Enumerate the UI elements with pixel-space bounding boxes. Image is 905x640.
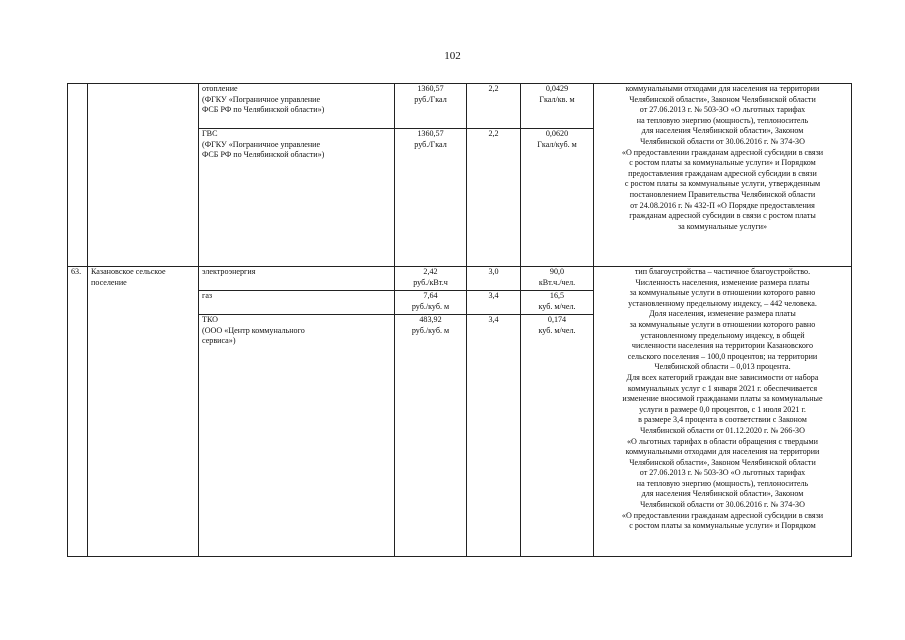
service-rate: 2,2 bbox=[467, 129, 521, 267]
service-norm: 0,174 куб. м/чел. bbox=[521, 315, 594, 557]
service-name: отопление (ФГКУ «Пограничное управление ФСБ РФ по Челябинской области») bbox=[199, 84, 395, 129]
service-tariff: 1360,57 руб./Гкал bbox=[395, 129, 467, 267]
note-text: тип благоустройства – частичное благоустройство. Численность населения, изменение размера платы за коммунальные услуги в отношении которого равно установленному предельному индексу, – 442 человека. Доля населения, изменение размера платы за коммунальные услуги в отношении которого равно установленному предельному индексу, в общей численности населения на территории Казановского сельского поселения – 100,0 процентов; на территории Челябинской области – 0,013 процента. Для всех категорий граждан вне зависимости от набора коммунальных услуг с 1 января 2021 г. обеспечивается изменение вносимой гражданами платы за коммунальные услуги в размере 0,0 процентов, с 1 июля 2021 г. в размере 3,4 процента в соответствии с Законом Челябинской области от 01.12.2020 г. № 266-ЗО «О льготных тарифах в области обращения с твердыми коммунальными отходами для населения на территории Челябинской области», Законом Челябинской области от 27.06.2013 г. № 503-ЗО «О льготных тарифах на тепловую энергию (мощность), теплоноситель для населения Челябинской области», Законом Челябинской области от 30.06.2016 г. № 374-ЗО «О предоставлении гражданам адресной субсидии в связи с ростом платы за коммунальные услуги» и Порядком bbox=[594, 267, 852, 557]
service-norm: 0,0429 Гкал/кв. м bbox=[521, 84, 594, 129]
service-rate: 2,2 bbox=[467, 84, 521, 129]
service-rate: 3,0 bbox=[467, 267, 521, 291]
service-name: ГВС (ФГКУ «Пограничное управление ФСБ РФ по Челябинской области») bbox=[199, 129, 395, 267]
service-tariff: 2,42 руб./кВт.ч bbox=[395, 267, 467, 291]
row-number: 63. bbox=[68, 267, 88, 557]
service-norm: 90,0 кВт.ч./чел. bbox=[521, 267, 594, 291]
service-name: электроэнергия bbox=[199, 267, 395, 291]
tariff-table bbox=[67, 83, 852, 557]
settlement-name: Казановское сельское поселение bbox=[88, 267, 199, 557]
service-norm: 0,0620 Гкал/куб. м bbox=[521, 129, 594, 267]
service-tariff: 1360,57 руб./Гкал bbox=[395, 84, 467, 129]
table-row bbox=[68, 84, 852, 129]
service-tariff: 483,92 руб./куб. м bbox=[395, 315, 467, 557]
note-text: коммунальными отходами для населения на территории Челябинской области», Законом Челябинской области от 27.06.2013 г. № 503-ЗО «О льготных тарифах на тепловую энергию (мощность), теплоноситель для населения Челябинской области», Законом Челябинской области от 30.06.2016 г. № 374-ЗО «О предоставлении гражданам адресной субсидии в связи с ростом платы за коммунальные услуги» и Порядком предоставления гражданам адресной субсидии в связи с ростом платы за коммунальные услуги, утвержденным постановлением Правительства Челябинской области от 24.08.2016 г. № 432-П «О Порядке предоставления гражданам адресной субсидии в связи с ростом платы за коммунальные услуги» bbox=[594, 84, 852, 267]
service-tariff: 7,64 руб./куб. м bbox=[395, 291, 467, 315]
service-rate: 3,4 bbox=[467, 291, 521, 315]
row-number bbox=[68, 84, 88, 267]
service-name: газ bbox=[199, 291, 395, 315]
service-rate: 3,4 bbox=[467, 315, 521, 557]
service-norm: 16,5 куб. м/чел. bbox=[521, 291, 594, 315]
table-row bbox=[68, 267, 852, 291]
settlement-name bbox=[88, 84, 199, 267]
page-number: 102 bbox=[444, 50, 461, 62]
service-name: ТКО (ООО «Центр коммунального сервиса») bbox=[199, 315, 395, 557]
